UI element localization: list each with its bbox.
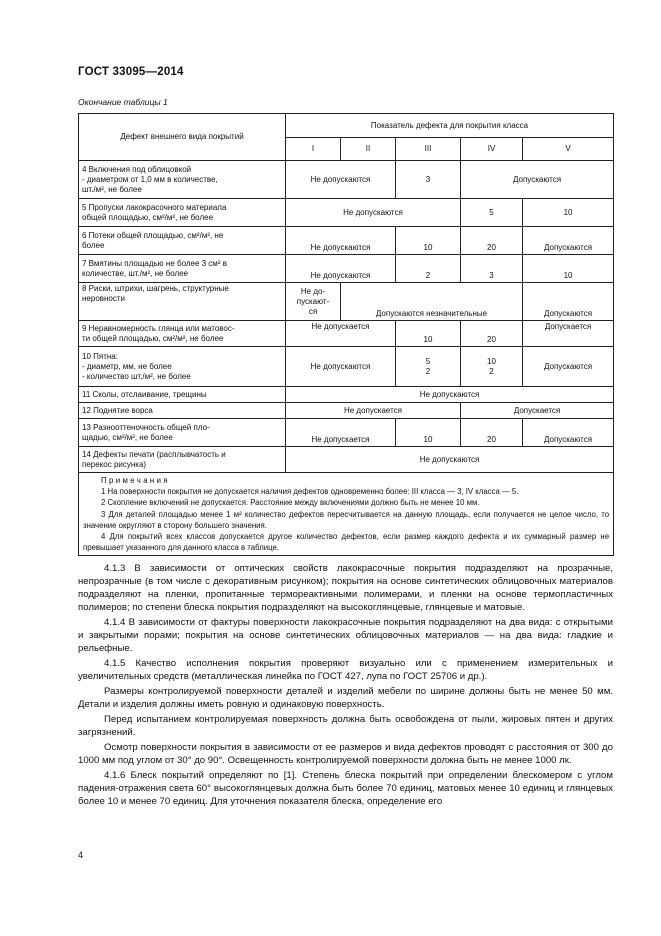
notes-title: Примечания: [101, 476, 171, 485]
value-cell: Допускаются: [523, 283, 614, 321]
paragraph: 4.1.4 В зависимости от фактуры поверхности лакокрасочные покрытия подразделяют на два вида: с открытыми и закрытыми порами; покрытия на основе синтетических облицовочных материалов — на два вида: гладкие и рельефные.: [78, 617, 613, 654]
table-caption: Окончание таблицы 1: [78, 97, 168, 107]
defect-cell: 7 Вмятины площадью не более 3 см² в количестве, шт./м², не более: [79, 255, 286, 283]
defects-table: [78, 113, 614, 556]
value-cell: Допускается: [461, 403, 614, 419]
class-header: III: [396, 138, 461, 161]
class-header: II: [341, 138, 396, 161]
page-number: 4: [78, 850, 84, 860]
value-cell: 3: [396, 161, 461, 199]
value-cell: Не до- пускают- ся: [286, 283, 341, 321]
table-row: [79, 387, 614, 403]
value-cell: 20: [461, 419, 523, 447]
paragraph: Размеры контролируемой поверхности деталей и изделий мебели по ширине должны быть не менее 50 мм. Детали и изделия должны иметь ровную и одинаковую поверхность.: [78, 686, 613, 710]
table-row: [79, 403, 614, 419]
col-header-defect: Дефект внешнего вида покрытий: [79, 114, 286, 161]
value-cell: 5: [461, 199, 523, 227]
value-cell: Не допускаются: [286, 347, 396, 387]
table-row: [79, 447, 614, 473]
defect-cell: 9 Неравномерность глянца или матовос- ти общей площадью, см²/м², не более: [79, 321, 286, 347]
table-row: [79, 321, 614, 347]
paragraph: Перед испытанием контролируемая поверхность должна быть освобождена от пыли, жировых пятен и других загрязнений.: [78, 714, 613, 738]
value-cell: Допускаются: [523, 347, 614, 387]
value-cell: 5 2: [396, 347, 461, 387]
group-header: Показатель дефекта для покрытия класса: [286, 114, 614, 138]
document-header: ГОСТ 33095—2014: [78, 66, 184, 78]
table-row: [79, 347, 614, 387]
value-cell: Допускаются незначительные: [341, 283, 523, 321]
value-cell: Допускаются: [461, 161, 614, 199]
defect-cell: 10 Пятна: - диаметр, мм, не более - количество шт./м², не более: [79, 347, 286, 387]
value-cell: 10: [396, 419, 461, 447]
table-row: [79, 227, 614, 255]
table-row: [79, 255, 614, 283]
value-cell: Не допускается: [286, 321, 396, 347]
note-item: 2 Скопление включений не допускается. Расстояние между включениями должно быть не менее 10 мм.: [101, 498, 480, 508]
value-cell: 3: [461, 255, 523, 283]
paragraph: 4.1.6 Блеск покрытий определяют по [1]. Степень блеска покрытий при определении блескомером с углом падения-отражения света 60° высокоглянцевых должна быть более 70 единиц, матовых менее 10 единиц и глянцевых более 10 и менее 70 единиц. Для уточнения показателя блеска, определение его: [78, 770, 613, 807]
table-notes: [79, 473, 614, 556]
defect-cell: 13 Разнооттеночность общей пло- щадью, см²/м², не более: [79, 419, 286, 447]
value-cell: Не допускаются: [286, 227, 396, 255]
value-cell: Не допускаются: [286, 199, 461, 227]
value-cell: 10: [396, 321, 461, 347]
value-cell: 20: [461, 227, 523, 255]
defect-cell: 8 Риски, штрихи, шагрень, структурные неровности: [79, 283, 286, 321]
note-item: 1 На поверхности покрытия не допускается наличия дефектов одновременно более: III класса — 3, IV класса — 5.: [101, 487, 519, 497]
defect-cell: 5 Пропуски лакокрасочного материала общей площадью, см²/м², не более: [79, 199, 286, 227]
note-item: 4 Для покрытий всех классов допускается другое количество дефектов, если размер каждого дефекта и их суммарный размер не превышает указанного для данного класса в таблице.: [83, 532, 610, 553]
value-cell: 10: [396, 227, 461, 255]
paragraph: 4.1.3 В зависимости от оптических свойств лакокрасочные покрытия подразделяют на прозрачные, непрозрачные (в том числе с декоративным рисунком); покрытия на основе синтетических облицовочных материалов подразделяют на пленки, пропитанные термореактивными полимерами, и пленки на основе термопластичных полимеров; по степени блеска покрытия подразделяют на высокоглянцевые, глянцевые и матовые.: [78, 563, 613, 613]
value-cell: Не допускается: [286, 403, 461, 419]
value-cell: Допускаются: [523, 227, 614, 255]
value-cell: Не допускаются: [286, 255, 396, 283]
defect-cell: 6 Потеки общей площадью, см²/м², не более: [79, 227, 286, 255]
table-notes-row: [79, 473, 614, 556]
value-cell: Не допускаются: [286, 447, 614, 473]
paragraph: 4.1.5 Качество исполнения покрытия проверяют визуально или с применением измерительных и увеличительных средств (металлическая линейка по ГОСТ 427, лупа по ГОСТ 25706 и др.).: [78, 658, 613, 682]
table-row: [79, 419, 614, 447]
table-row: [79, 199, 614, 227]
table-row: [79, 161, 614, 199]
value-cell: 10 2: [461, 347, 523, 387]
note-item: 3 Для деталей площадью менее 1 м² количество дефектов пересчитывается на данную площадь, если получается не целое число, то значение округляют в сторону большего значения.: [83, 509, 610, 530]
defect-cell: 11 Сколы, отслаивание, трещины: [79, 387, 286, 403]
defect-cell: 14 Дефекты печати (расплывчатость и перекос рисунка): [79, 447, 286, 473]
value-cell: Допускается: [523, 321, 614, 347]
value-cell: 10: [523, 255, 614, 283]
value-cell: 20: [461, 321, 523, 347]
value-cell: Не допускаются: [286, 387, 614, 403]
value-cell: Не допускается: [286, 419, 396, 447]
class-header: V: [523, 138, 614, 161]
defect-cell: 4 Включения под облицовкой - диаметром от 1,0 мм в количестве, шт./м², не более: [79, 161, 286, 199]
class-header: I: [286, 138, 341, 161]
table-row: [79, 283, 614, 321]
body-text: [78, 562, 613, 810]
class-header: IV: [461, 138, 523, 161]
value-cell: Не допускаются: [286, 161, 396, 199]
value-cell: Допускаются: [523, 419, 614, 447]
defect-cell: 12 Поднятие ворса: [79, 403, 286, 419]
value-cell: 2: [396, 255, 461, 283]
paragraph: Осмотр поверхности покрытия в зависимости от ее размеров и вида дефектов проводят с расстояния от 300 до 1000 мм под углом от 30° до 90°. Освещенность контролируемой поверхности должна быть не менее 1000 лк.: [78, 742, 613, 766]
value-cell: 10: [523, 199, 614, 227]
